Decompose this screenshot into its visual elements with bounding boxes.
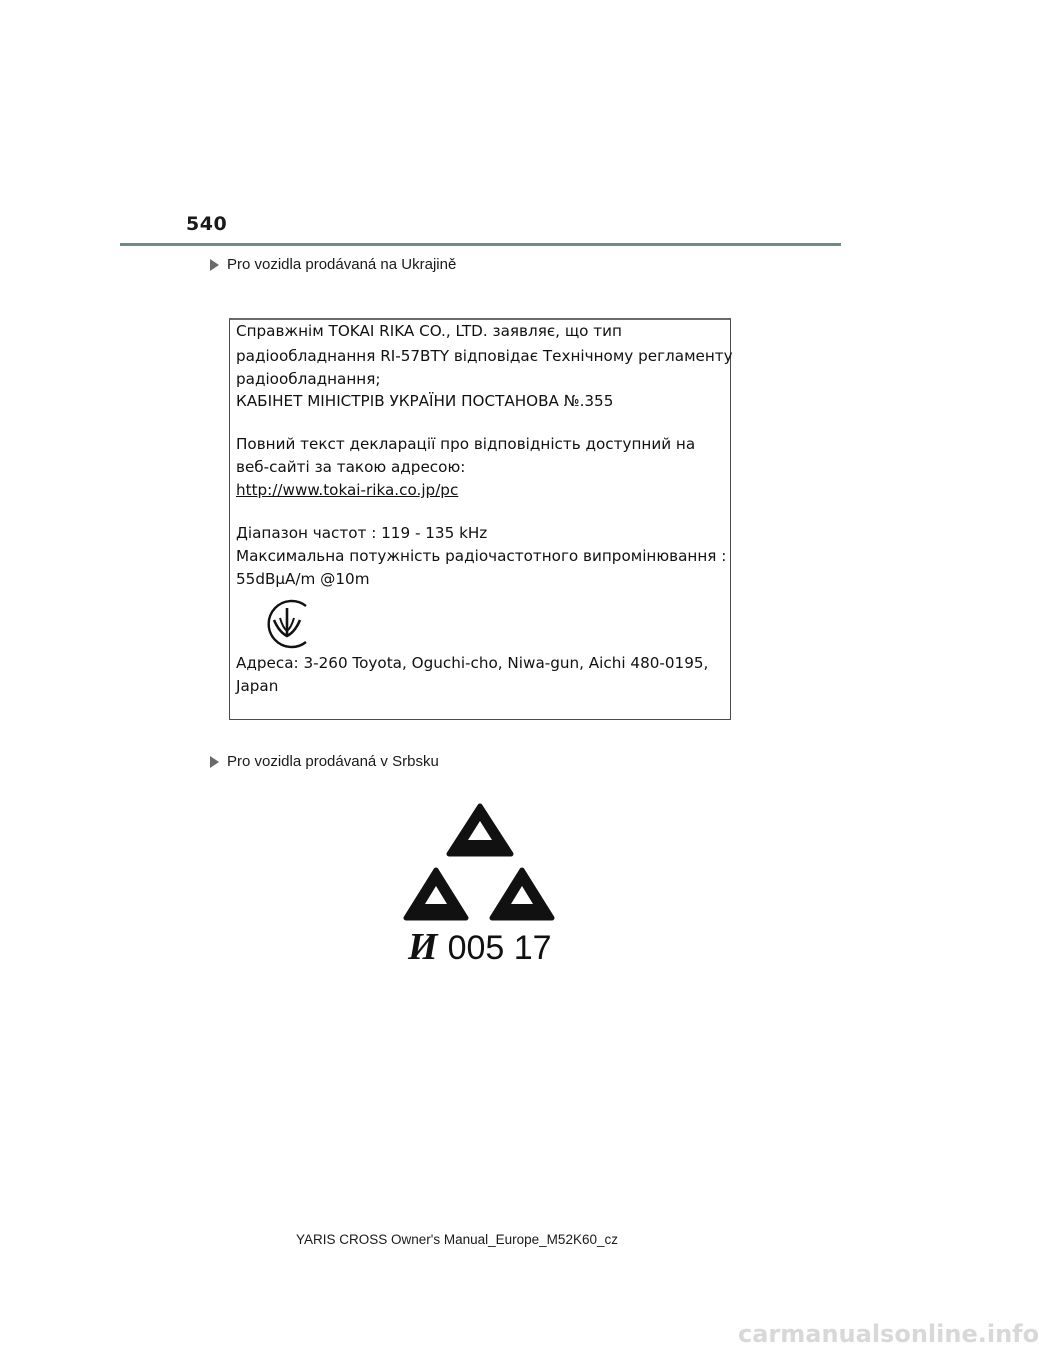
serbia-mark-number: 005 17: [447, 929, 552, 967]
section-heading-serbia-text: Pro vozidla prodávaná v Srbsku: [227, 753, 439, 770]
page-footer: YARIS CROSS Owner's Manual_Europe_M52K60_cz: [296, 1232, 618, 1247]
serbia-mark-code: [408, 925, 552, 969]
declaration-address-line-1: Адреса: 3-260 Toyota, Oguchi-cho, Niwa-gun, Aichi 480-0195,: [236, 654, 709, 672]
declaration-line-3: радіообладнання;: [236, 370, 381, 388]
declaration-line-4: КАБІНЕТ МІНІСТРІВ УКРАЇНИ ПОСТАНОВА №.355: [236, 392, 614, 410]
watermark: carmanualsonline.info: [738, 1320, 1039, 1348]
page-number: 540: [186, 213, 228, 235]
serbia-triangles-mark-icon: [400, 802, 560, 927]
declaration-line-9: 55dBμA/m @10m: [236, 570, 370, 588]
triangle-bullet-icon: [210, 259, 219, 271]
declaration-line-8: Максимальна потужність радіочастотного випромінювання :: [236, 547, 727, 565]
declaration-line-2: радіообладнання RI-57BTY відповідає Технічному регламенту: [236, 347, 733, 365]
declaration-line-1: Справжнім TOKAI RIKA CO., LTD. заявляє, що тип: [236, 322, 622, 340]
ua-conformity-mark-icon: [259, 596, 315, 652]
declaration-line-6: веб-сайті за такою адресою:: [236, 458, 466, 476]
triangle-bullet-icon: [210, 756, 219, 768]
section-heading-ukraine: [210, 256, 456, 273]
declaration-address-line-2: Japan: [236, 677, 279, 695]
declaration-line-7: Діапазон частот : 119 - 135 kHz: [236, 524, 488, 542]
declaration-line-5: Повний текст декларації про відповідність доступний на: [236, 435, 696, 453]
serbia-mark-letter: И: [408, 926, 438, 968]
header-rule: [120, 243, 841, 246]
declaration-link[interactable]: http://www.tokai-rika.co.jp/pc: [236, 481, 459, 499]
section-heading-serbia: [210, 753, 439, 770]
section-heading-ukraine-text: Pro vozidla prodávaná na Ukrajině: [227, 256, 457, 273]
